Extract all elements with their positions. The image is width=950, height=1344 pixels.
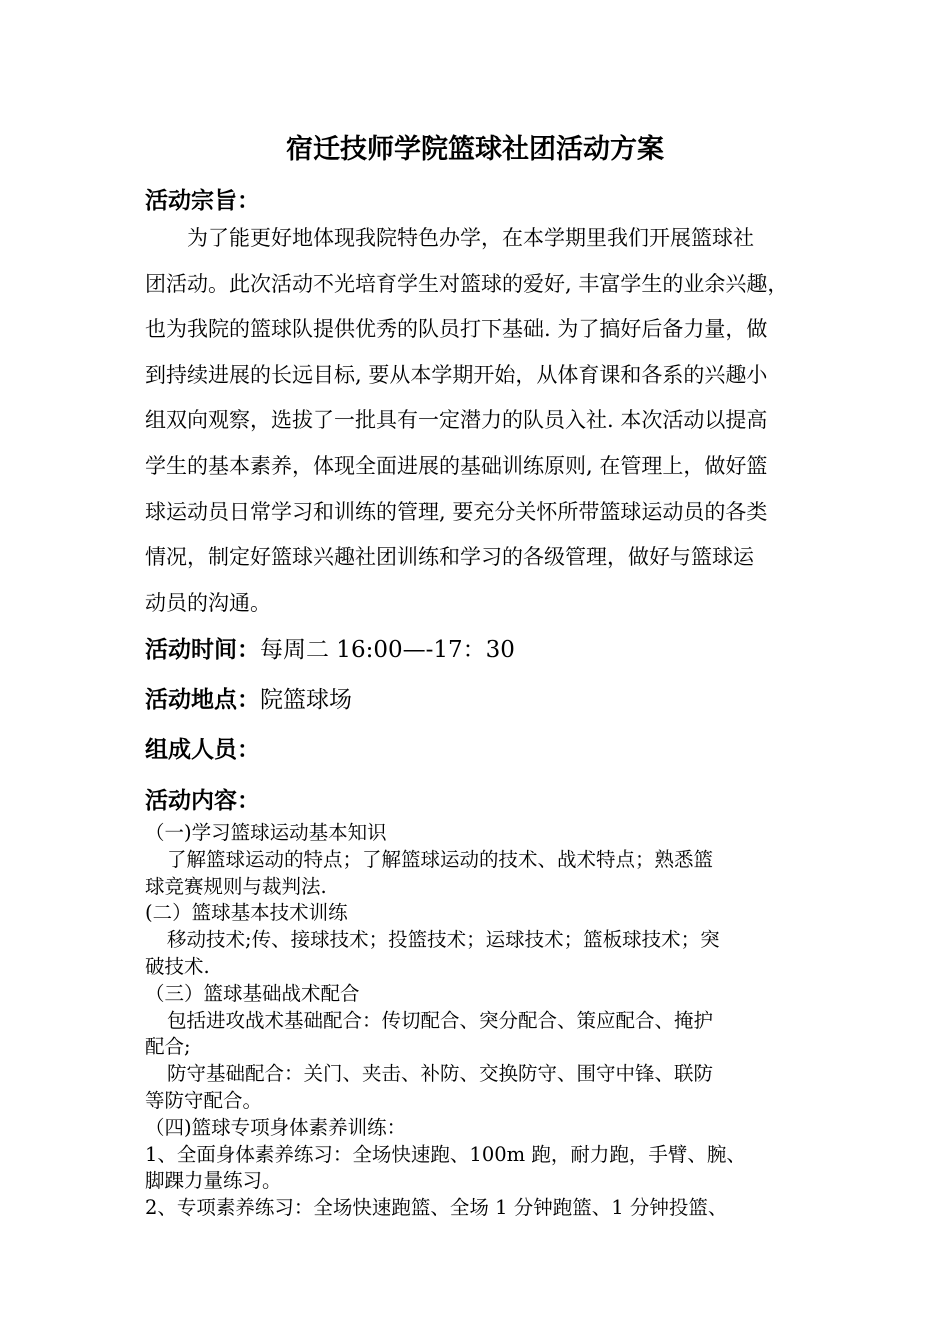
members-label: 组成人员： xyxy=(145,736,260,763)
purpose-line: 动员的沟通。 xyxy=(145,590,271,615)
content-section-title: (二）篮球基本技术训练 xyxy=(145,901,348,925)
content-line: 包括进攻战术基础配合：传切配合、突分配合、策应配合、掩护 xyxy=(167,1008,714,1032)
content-line: 配合; xyxy=(145,1035,191,1059)
content-line: 等防守配合。 xyxy=(145,1088,263,1112)
time-label: 活动时间： xyxy=(145,636,260,663)
content-heading: 活动内容： xyxy=(145,787,260,814)
location-row xyxy=(145,683,352,717)
content-section-title: （一)学习篮球运动基本知识 xyxy=(145,821,387,844)
time-value: 每周二 16:00—-17：30 xyxy=(260,637,515,663)
content-line: 球竞赛规则与裁判法. xyxy=(145,874,327,898)
content-line: 破技术. xyxy=(145,954,210,978)
purpose-line: 组双向观察，选拔了一批具有一定潜力的队员入社. 本次活动以提高 xyxy=(145,408,768,433)
content-line: 2、专项素养练习：全场快速跑篮、全场 1 分钟跑篮、1 分钟投篮、 xyxy=(145,1196,728,1220)
content-section-title: （四)篮球专项身体素养训练： xyxy=(145,1115,407,1139)
purpose-heading: 活动宗旨： xyxy=(145,187,260,214)
content-line: 移动技术;传、接球技术；投篮技术；运球技术；篮板球技术；突 xyxy=(167,928,720,952)
purpose-line: 为了能更好地体现我院特色办学，在本学期里我们开展篮球社 xyxy=(187,226,754,250)
content-line: 防守基础配合：关门、夹击、补防、交换防守、围守中锋、联防 xyxy=(167,1062,714,1086)
purpose-line: 学生的基本素养，体现全面进展的基础训练原则, 在管理上，做好篮 xyxy=(145,453,768,478)
document-title: 宿迁技师学院篮球社团活动方案 xyxy=(286,134,664,165)
location-label: 活动地点： xyxy=(145,686,260,713)
location-value: 院篮球场 xyxy=(260,687,352,713)
content-line: 1、全面身体素养练习：全场快速跑、100m 跑，耐力跑，手臂、腕、 xyxy=(145,1142,746,1166)
purpose-line: 到持续进展的长远目标, 要从本学期开始，从体育课和各系的兴趣小 xyxy=(145,362,768,387)
purpose-line: 团活动。此次活动不光培育学生对篮球的爱好, 丰富学生的业余兴趣， xyxy=(145,271,789,296)
time-row xyxy=(145,633,515,667)
purpose-line: 情况，制定好篮球兴趣社团训练和学习的各级管理，做好与篮球运 xyxy=(145,545,754,570)
purpose-line: 球运动员日常学习和训练的管理, 要充分关怀所带篮球运动员的各类 xyxy=(145,499,768,524)
purpose-line: 也为我院的篮球队提供优秀的队员打下基础. 为了搞好后备力量，做 xyxy=(145,317,768,342)
content-list xyxy=(145,820,825,1222)
content-section-title: （三）篮球基础战术配合 xyxy=(145,981,360,1005)
content-line: 脚踝力量练习。 xyxy=(145,1169,282,1193)
content-line: 了解篮球运动的特点；了解篮球运动的技术、战术特点；熟悉篮 xyxy=(167,847,714,871)
purpose-paragraph xyxy=(145,216,805,626)
